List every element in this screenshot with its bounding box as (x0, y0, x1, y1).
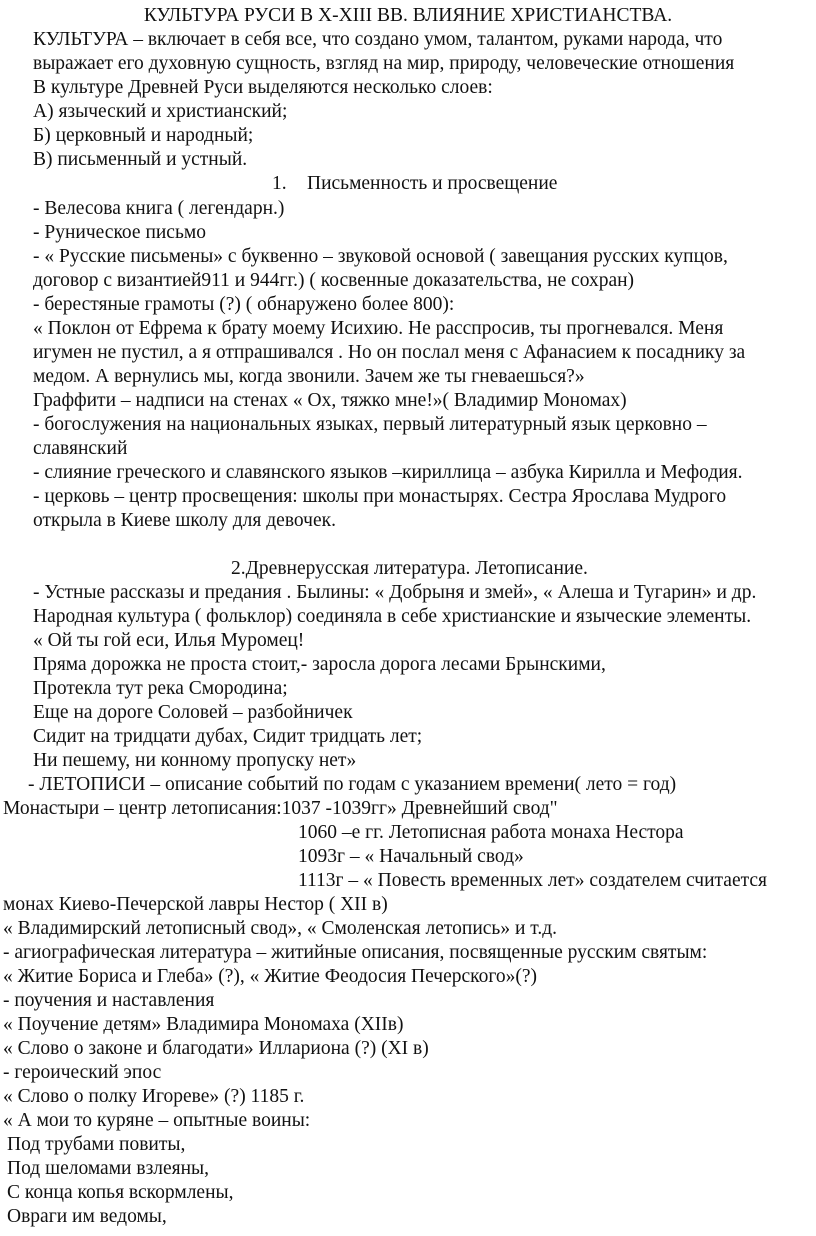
verse-line: Сидит на тридцати дубах, Сидит тридцать лет; (33, 726, 423, 747)
list-item: - агиографическая литература – житийные описания, посвященные русским святым: (3, 942, 708, 963)
list-item: - Руническое письмо (33, 222, 206, 243)
chronicle-line: « Владимирский летописный свод», « Смоленская летопись» и т.д. (3, 918, 557, 939)
verse-line: « Ой ты гой еси, Илья Муромец! (33, 630, 305, 651)
list-item: « Житие Бориса и Глеба» (?), « Житие Феодосия Печерского»(?) (3, 966, 538, 987)
chronicle-line: 1060 –е гг. Летописная работа монаха Нестора (298, 822, 684, 843)
list-item: - поучения и наставления (3, 990, 215, 1011)
list-item: - богослужения на национальных языках, первый литературный язык церковно – (33, 414, 707, 435)
document-title: КУЛЬТУРА РУСИ В X-XIII ВВ. ВЛИЯНИЕ ХРИСТИАНСТВА. (143, 5, 673, 26)
section-heading-literature: 2.Древнерусская литература. Летописание. (231, 558, 588, 579)
chronicle-line: 1113г – « Повесть временных лет» создателем считается (298, 870, 767, 891)
chronicle-line: 1093г – « Начальный свод» (298, 846, 524, 867)
verse-line: « А мои то куряне – опытные воины: (3, 1110, 311, 1131)
list-item: « Слово о законе и благодати» Иллариона (?) (XI в) (3, 1038, 429, 1059)
list-item: - слияние греческого и славянского языков –кириллица – азбука Кирилла и Мефодия. (33, 462, 743, 483)
list-item: - Велесова книга ( легендарн.) (33, 198, 285, 219)
layer-item: В) письменный и устный. (33, 149, 248, 170)
chronicle-line: монах Киево-Печерской лавры Нестор ( XII в) (3, 894, 388, 915)
verse-line: Еще на дороге Соловей – разбойничек (33, 702, 353, 723)
list-item: « Поучение детям» Владимира Мономаха (XIIв) (3, 1014, 404, 1035)
list-item: славянский (33, 438, 128, 459)
section-number: 1. (272, 173, 287, 194)
list-item: - берестяные грамоты (?) ( обнаружено более 800): (33, 294, 455, 315)
list-item: Народная культура ( фольклор) соединяла в себе христианские и языческие элементы. (33, 606, 752, 627)
list-item: - героический эпос (3, 1062, 162, 1083)
chronicle-line: Монастыри – центр летописания:1037 -1039гг» Древнейший свод" (3, 798, 558, 819)
list-item: открыла в Киеве школу для девочек. (33, 510, 336, 531)
verse-line: Ни пешему, ни конному пропуску нет» (33, 750, 357, 771)
quote-line: медом. А вернулись мы, когда звонили. Зачем же ты гневаешься?» (33, 366, 585, 387)
verse-line: Под шеломами взлеяны, (7, 1158, 210, 1179)
verse-line: Овраги им ведомы, (7, 1206, 167, 1227)
list-item: - « Русские письмены» с буквенно – звуковой основой ( завещания русских купцов, (33, 246, 728, 267)
quote-line: игумен не пустил, а я отпрашивался . Но он послал меня с Афанасием к посаднику за (33, 342, 746, 363)
culture-definition-line: выражает его духовную сущность, взгляд на мир, природу, человеческие отношения (33, 53, 735, 74)
list-item: - церковь – центр просвещения: школы при монастырях. Сестра Ярослава Мудрого (33, 486, 727, 507)
section-title: Письменность и просвещение (307, 173, 558, 194)
list-item: - ЛЕТОПИСИ – описание событий по годам с указанием времени( лето = год) (28, 774, 677, 795)
culture-definition-line: КУЛЬТУРА – включает в себя все, что создано умом, талантом, руками народа, что (33, 29, 723, 50)
quote-line: « Поклон от Ефрема к брату моему Исихию. Не расспросив, ты прогневался. Меня (33, 318, 724, 339)
verse-line: Протекла тут река Смородина; (33, 678, 288, 699)
verse-line: Пряма дорожка не проста стоит,- заросла дорога лесами Брынскими, (33, 654, 606, 675)
layer-item: А) языческий и христианский; (33, 101, 288, 122)
layers-intro: В культуре Древней Руси выделяются несколько слоев: (33, 77, 493, 98)
layer-item: Б) церковный и народный; (33, 125, 254, 146)
list-item: « Слово о полку Игореве» (?) 1185 г. (3, 1086, 305, 1107)
list-item: Граффити – надписи на стенах « Ох, тяжко мне!»( Владимир Мономах) (33, 390, 627, 411)
list-item: договор с византией911 и 944гг.) ( косвенные доказательства, не сохран) (33, 270, 635, 291)
verse-line: Под трубами повиты, (7, 1134, 186, 1155)
list-item: - Устные рассказы и предания . Былины: « Добрыня и змей», « Алеша и Тугарин» и др. (33, 582, 757, 603)
verse-line: С конца копья вскормлены, (7, 1182, 234, 1203)
